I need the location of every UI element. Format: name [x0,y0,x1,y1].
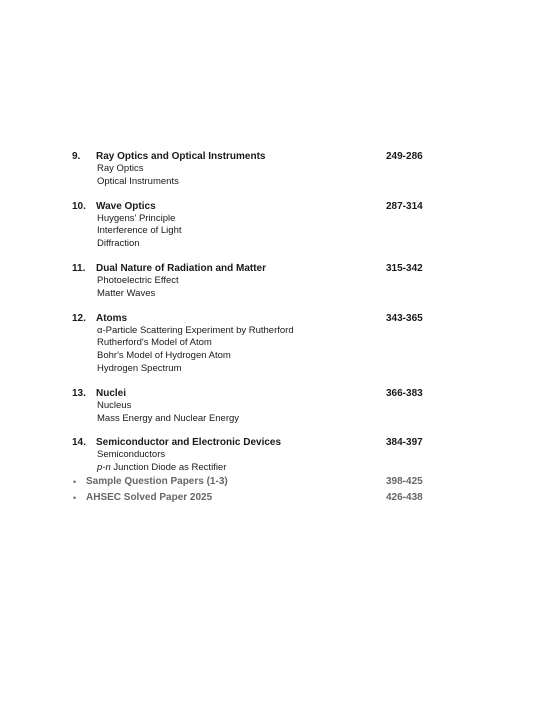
chapter-heading [0,200,536,213]
chapter-entry [0,312,536,376]
bullet-icon: • [73,477,77,487]
chapter-page-range: 315-342 [386,262,423,274]
chapter-entry [0,150,536,189]
topic-item: Mass Energy and Nuclear Energy [97,412,240,424]
chapter-entry [0,387,536,426]
topic-item: Photoelectric Effect [97,274,179,286]
topic-item: Huygens' Principle [97,212,176,224]
chapter-number: 13. [72,387,86,399]
appendix-page-range: 398-425 [386,476,423,487]
topic-item: Optical Instruments [97,175,179,187]
chapter-heading [0,436,536,449]
appendix-entry [0,491,536,507]
chapter-page-range: 384-397 [386,437,423,449]
chapter-title: Semiconductor and Electronic Devices [96,437,282,449]
topic-item: Diffraction [97,238,140,250]
table-of-contents [0,150,536,486]
topic-item: Nucleus [97,399,132,411]
bullet-icon: • [73,493,77,503]
chapter-title: Dual Nature of Radiation and Matter [96,262,267,274]
chapter-number: 9. [72,151,81,162]
chapter-title: Wave Optics [96,200,156,212]
chapter-title: Atoms [96,312,128,324]
topic-item: Rutherford's Model of Atom [97,337,212,349]
appendix-page-range: 426-438 [386,492,423,503]
topic-item: Matter Waves [97,287,156,299]
chapter-number: 12. [72,312,86,324]
chapter-number: 11. [72,262,86,274]
chapter-heading [0,150,536,163]
topic-item: Hydrogen Spectrum [97,362,182,374]
chapter-page-range: 343-365 [386,312,423,324]
appendix-title: Sample Question Papers (1-3) [86,476,228,487]
chapter-page-range: 287-314 [386,200,423,212]
chapter-heading [0,312,536,325]
topic-item: Bohr's Model of Hydrogen Atom [97,350,231,362]
chapter-number: 10. [72,200,86,212]
chapter-entry [0,436,536,475]
chapter-title: Ray Optics and Optical Instruments [96,151,266,162]
appendix-list [0,475,536,507]
topic-item: p-n Junction Diode as Rectifier [97,462,227,474]
chapter-heading [0,262,536,275]
topic-item: α-Particle Scattering Experiment by Rutherford [97,324,294,336]
chapter-entry [0,262,536,301]
chapter-heading [0,387,536,400]
topic-item: Interference of Light [97,225,182,237]
chapter-entry [0,200,536,251]
topic-item: Ray Optics [97,163,144,174]
chapter-page-range: 249-286 [386,151,423,162]
appendix-entry [0,475,536,491]
chapter-page-range: 366-383 [386,387,423,399]
chapter-title: Nuclei [96,387,127,399]
topic-item: Semiconductors [97,449,166,461]
chapter-number: 14. [72,437,86,449]
appendix-title: AHSEC Solved Paper 2025 [86,492,213,503]
